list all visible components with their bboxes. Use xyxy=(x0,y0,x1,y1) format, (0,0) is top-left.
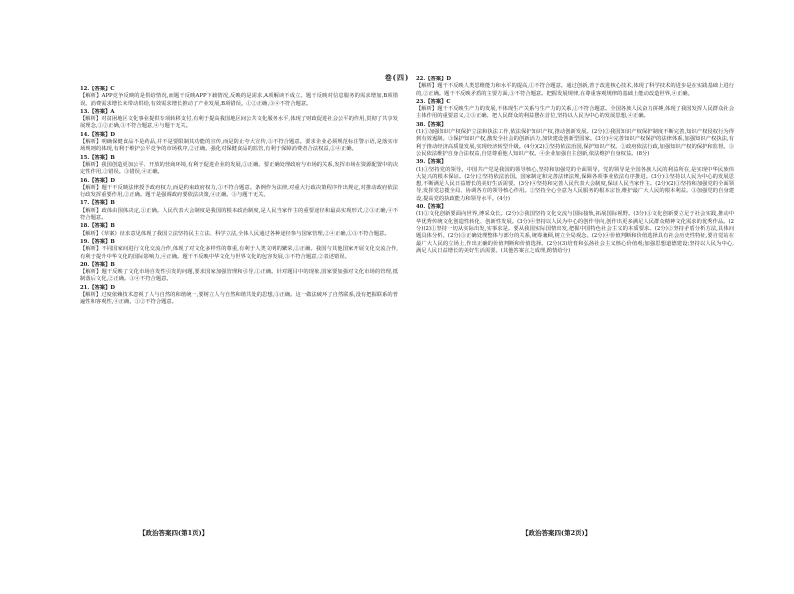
answer-explanation: 【解析】题干不反映人类思维能力和水平的提高,①不符合题意。通过创新,善于改进核心技术,体现了科学技术的进步是在实践基础上进行的,②正确。题干不反映矛盾的主要方面,③不符合题意。把握发展规律,在尊重客观规律的基础上能动改造世界,④正确。 xyxy=(416,83,734,97)
answer-key: 12.【答案】C xyxy=(80,86,115,92)
answer-item xyxy=(80,239,398,261)
answer-item xyxy=(80,285,398,307)
answer-key: 23.【答案】C xyxy=(416,98,451,105)
answer-explanation: 【解析】《草案》征求意见体现了我国立法坚持民主立法、科学立法,全体人民通过各种途径参与国家管理,②④正确,①③不符合题意。 xyxy=(80,230,390,237)
answer-item xyxy=(80,155,398,177)
answer-item xyxy=(80,223,398,238)
answer-explanation: 【解析】政体由国体决定,①正确。人民代表大会制度是我国的根本政治制度,是人民当家作主的重要途径和最高实现形式,②③正确,④不符合题意。 xyxy=(80,207,398,222)
answer-key: 16.【答案】D xyxy=(80,177,115,184)
answer-key: 40.【答案】 xyxy=(416,204,447,211)
answer-explanation: 【解析】过度依赖技术忽视了人与自然的和谐统一,要树立人与自然和谐共处的思想,③正确。这一做法破坏了自然联系,没有把握联系的普遍性和客观性,④正确。①②不符合题意。 xyxy=(80,292,398,306)
answer-key: 18.【答案】B xyxy=(80,223,115,230)
answer-explanation: 【解析】不同国家间进行文化交流合作,体现了对文化多样性的尊重,有利于人类文明的繁荣,①正确。我国与其他国家开展文化交流合作,有利于提升中华文化的国际影响力,④正确。题干不反映中华文化与世界文化的包容发展,③不符合题意,②表述错误。 xyxy=(80,246,398,260)
answer-explanation: (1)①文化创新要面向世界,博采众长。(2分)②我国坚持文化交流与国际接轨,拓展国际视野。(3分)③文化创新要立足于社会实践,推动中华优秀传统文化创造性转化、创新性发展。(3分)④坚持以人民为中心的创作导向,创作出更多满足人民群众精神文化需求的优秀作品。(2分)(2)①坚持一切从实际出发,实事求是。要从我国实际国情出发,把握中国特色社会主义的本质要求。(2分)②坚持矛盾分析方法,具体问题具体分析。(2分)③正确处理整体与部分的关系,统筹兼顾,树立全局观念。(2分)④价值判断和价值选择具有社会历史性特征,要自觉站在最广大人民的立场上,作出正确的价值判断和价值选择。(2分)(3)培育和弘扬社会主义核心价值观;加强思想道德建设;坚持以人民为中心,满足人民日益增长的美好生活需要。(其他答案言之成理,酌情给分) xyxy=(416,211,734,254)
page-title: 卷(四) xyxy=(384,73,410,82)
answer-key: 15.【答案】B xyxy=(80,154,115,161)
answer-item xyxy=(416,204,734,255)
answer-key: 22.【答案】D xyxy=(416,76,451,82)
answer-key: 20.【答案】B xyxy=(80,261,115,268)
answer-explanation: 【解析】题干不反映生产力的发展,不体现生产关系与生产力的关系,①不符合题意。全国各族人民奋力拼搏,体现了我国发挥人民群众社会主体作用的重要意义,②③正确。把人民群众的利益摆在首位,坚持以人民为中心的发展思想,④正确。 xyxy=(416,106,734,120)
answer-key: 39.【答案】 xyxy=(416,159,447,166)
answer-explanation: (1)①加强知识产权保护立法和执法工作,依法保护知识产权,推动创新发展。(2分)②我国知识产权保护制度不断完善,知识产权侵权行为得到有效遏制。③保护知识产权,激发全社会的创新活力,加快建设创新型国家。(3分)④完善知识产权保护的法律体系,加强知识产权执法,有利于推动经济高质量发展,实现经济转型升级。(4分)(2)①坚持依法治国,保护知识产权。②政府依法行政,加强知识产权的保护和监督。③公民依法维护自身合法权益,自觉尊重他人知识产权。④企业加强自主创新,依法维护自身权益。(8分) xyxy=(416,129,734,157)
answer-explanation: 【解析】APP竞争反映的是供给情况,而题干反映APP下载情况,反映的是需求,A项解读不成立。题干反映对信息服务的需求增加,B项错误。消费需求增长未带动供给,有效需求增长推动了产业发展,B项错误。①②正确,③④不符合题意。 xyxy=(80,93,398,107)
answer-item xyxy=(416,99,734,121)
answer-explanation: 【解析】对贫困地区文化事业提供专项转移支付,有利于提高我国地区间公共文化服务水平,体现了财政促进社会公平的作用,贯彻了共享发展理念,①②正确,③不符合题意,④与题干无关。 xyxy=(80,116,398,130)
answer-item xyxy=(80,132,398,154)
answer-explanation: 【解析】题干反映了文化市场自发性引发的问题,要求国家加强管理和引导,①正确。针对题目中的现象,国家要加强对文化市场的管理,抵制落后文化,②正确。③④不符合题意。 xyxy=(80,269,398,283)
answer-item xyxy=(416,159,734,203)
footer-page-2: 【政治答案四(第2页)】 xyxy=(522,529,592,537)
answer-key: 13.【答案】A xyxy=(80,108,115,115)
answer-item xyxy=(416,76,734,98)
answer-item xyxy=(416,122,734,158)
answer-item xyxy=(80,109,398,131)
footer-page-1: 【政治答案四(第1页)】 xyxy=(139,529,209,537)
answer-key: 21.【答案】D xyxy=(80,284,115,291)
answer-item xyxy=(80,262,398,284)
answer-explanation: 【解析】我国创造更加公平、开放的营商环境,有利于促进企业的发展,①正确。要正确处理政府与市场的关系,发挥市场在资源配置中的决定性作用,②错误。③错误,④正确。 xyxy=(80,161,398,176)
answer-item xyxy=(80,86,398,108)
answer-explanation: 【解析】明确保健食品不是药品,并不是要限制其功能的宣传,而是防止夸大宣传,③不符合题意。要求企业必须规范标注警示语,是落实市场规则的体现,有利于维护公平竞争的市场秩序,②正确。强化对保健食品的监管,有利于保障消费者合法权益,①④正确。 xyxy=(80,139,398,153)
answer-key: 38.【答案】 xyxy=(416,121,447,128)
left-column xyxy=(80,86,398,526)
answer-key: 14.【答案】D xyxy=(80,131,115,138)
answer-item xyxy=(80,178,398,200)
answer-key: 17.【答案】B xyxy=(80,200,115,207)
answer-explanation: 【解析】题干不反映法律授予政府权力,而是约束政府权力,①不符合题意。条例作为法律,对重大行政决策程序作出规定,对推动政府依法行政发挥重要作用,②正确。题干是强调政府要依法决策,④正确。③与题干无关。 xyxy=(80,184,398,199)
answer-key: 19.【答案】B xyxy=(80,238,115,245)
answer-item xyxy=(80,200,398,222)
answer-explanation: (1)①坚持党的领导。中国共产党是我国的领导核心,坚持和加强党的全面领导。党的领导是全国各族人民的利益所在,是实现中华民族伟大复兴的根本保证。(2分)②坚持依法治国。国家制定和完善法律法规,保障各项事业依法有序推进。(3分)③坚持以人民为中心的发展思想,不断满足人民日益增长的美好生活需要。(3分)④坚持和完善人民代表大会制度,保证人民当家作主。(2分)(2)①坚持和加强党的全面领导,发挥党总揽全局、协调各方的领导核心作用。②坚持全心全意为人民服务的根本宗旨,维护最广大人民的根本利益。③加强党的自身建设,提高党的执政能力和领导水平。(4分) xyxy=(416,166,734,202)
right-column xyxy=(416,76,734,526)
